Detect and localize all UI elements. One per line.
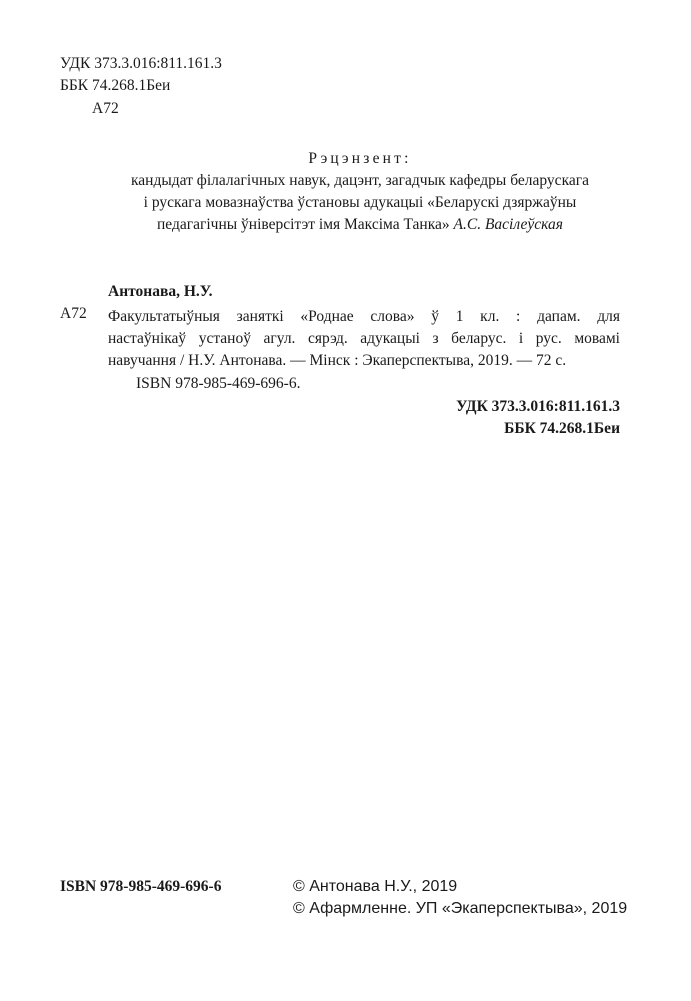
udk-code: УДК 373.3.016:811.161.3 — [60, 55, 222, 72]
author-name: Антонава, Н.У. — [108, 283, 213, 300]
bibliographic-isbn: ISBN 978-985-469-696-6. — [136, 375, 301, 392]
reviewer-line — [60, 214, 660, 236]
reviewer-block — [60, 148, 660, 236]
bibliographic-bbk: ББК 74.268.1Беи — [504, 420, 620, 437]
copyright-author: © Антонава Н.У., 2019 — [293, 878, 458, 895]
description-line: настаўнікаў устаноў агул. сярэд. адукацыі з беларус. і рус. мовамі — [108, 330, 620, 347]
bibliographic-udk: УДК 373.3.016:811.161.3 — [456, 398, 620, 415]
reviewer-line: кандыдат філалагічных навук, дацэнт, загадчык кафедры беларускага — [131, 172, 589, 189]
footer-isbn: ISBN 978-985-469-696-6 — [60, 878, 222, 895]
bibliographic-author-mark: А72 — [60, 305, 87, 322]
bbk-code: ББК 74.268.1Беи — [60, 77, 171, 94]
description-line: навучання / Н.У. Антонава. — Мінск : Экаперспектыва, 2019. — 72 с. — [108, 352, 567, 369]
author-mark: А72 — [92, 100, 119, 117]
reviewer-name: А.С. Васілеўская — [453, 216, 563, 233]
bibliographic-description — [108, 306, 620, 372]
reviewer-line-text: педагагічны ўніверсітэт імя Максіма Танка» — [157, 216, 450, 233]
reviewer-line: і рускага мовазнаўства ўстановы адукацыі «Беларускі дзяржаўны — [143, 194, 577, 211]
description-line: Факультатыўныя заняткі «Роднае слова» ў 1 кл. : дапам. для — [108, 308, 620, 325]
copyright-publisher: © Афармленне. УП «Экаперспектыва», 2019 — [293, 900, 628, 917]
reviewer-heading: Рэцэнзент: — [308, 150, 412, 167]
